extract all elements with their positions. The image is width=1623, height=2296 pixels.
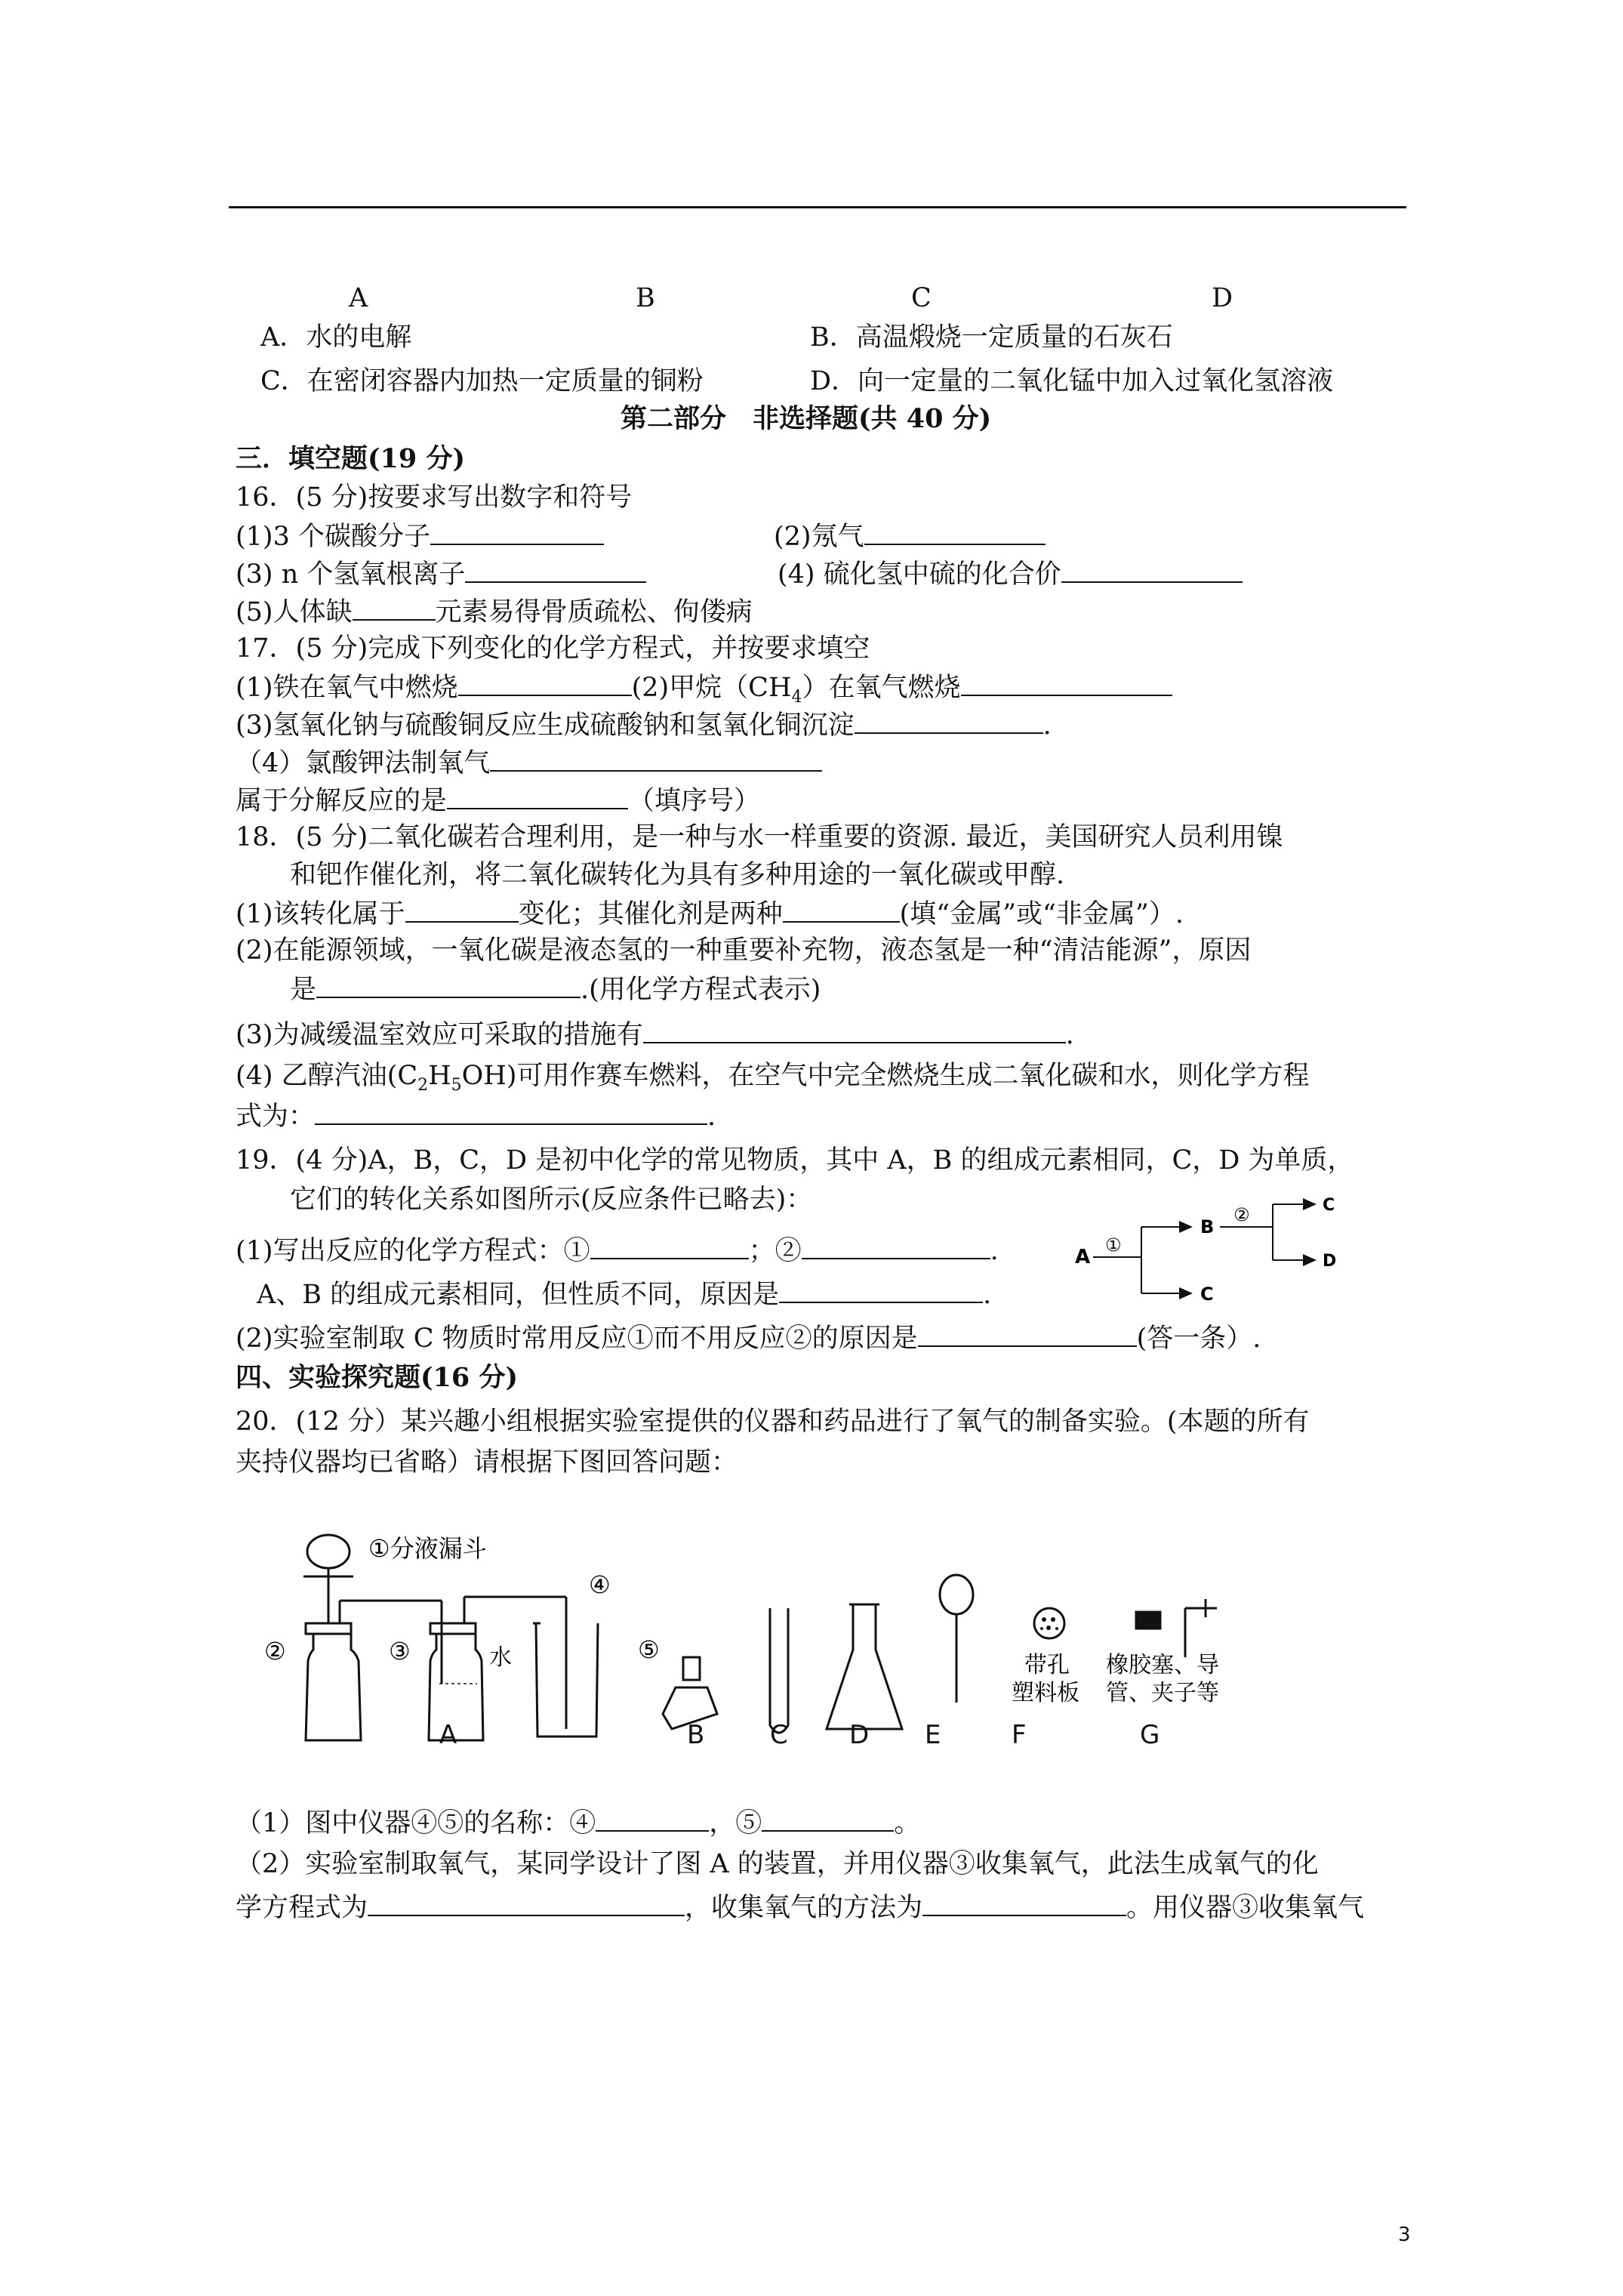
q20-p2b: 学方程式为 ，收集氧气的方法为 。用仪器③收集氧气 xyxy=(236,1888,1364,1927)
q18-p4: (4) 乙醇汽油$(C_2H_5OH)$可用作赛车燃料，在空气中完全燃烧生成二氧化碳和水，则化学方程 xyxy=(236,1061,1310,1095)
blank[interactable] xyxy=(315,1096,707,1125)
blank[interactable] xyxy=(802,1231,990,1259)
label-3: ③ xyxy=(389,1637,411,1666)
q19-p1: (1)写出反应的化学方程式：① ；② . xyxy=(236,1231,999,1270)
stopper-label-2: 管、夹子等 xyxy=(1106,1680,1219,1706)
q20-stem2: 夹持仪器均已省略）请根据下图回答问题： xyxy=(236,1447,738,1478)
q19-p1d: A、B 的组成元素相同，但性质不同，原因是 . xyxy=(257,1274,991,1314)
option-c: C．在密闭容器内加热一定质量的铜粉 xyxy=(260,366,704,396)
blank[interactable] xyxy=(465,554,646,583)
q18-p4c: 式为： . xyxy=(236,1096,716,1136)
q18-p3: (3)为减缓温室效应可采取的措施有 . xyxy=(236,1015,1074,1054)
stopper-label-1: 橡胶塞、导 xyxy=(1106,1652,1219,1678)
blank[interactable] xyxy=(490,743,822,772)
section4-title: 四、实验探究题(16 分) xyxy=(236,1362,519,1393)
fig-letter-g: G xyxy=(1140,1720,1160,1750)
fig-letter-f: F xyxy=(1012,1720,1027,1750)
q17-p5: 属于分解反应的是 （填序号） xyxy=(236,781,760,820)
blank[interactable] xyxy=(864,516,1046,545)
q16-p1: (1)3 个碳酸分子 xyxy=(236,516,604,556)
q16-p4: (4) 硫化氢中硫的化合价 xyxy=(778,554,1243,593)
blank[interactable] xyxy=(918,1318,1137,1347)
graph-letter-c: C xyxy=(911,283,932,313)
blank[interactable] xyxy=(961,667,1172,696)
blank[interactable] xyxy=(430,516,604,545)
plate-label-1: 带孔 xyxy=(1024,1652,1070,1678)
graph-letter-b: B xyxy=(636,283,655,313)
blank[interactable] xyxy=(405,894,519,923)
option-a: A．水的电解 xyxy=(260,322,412,353)
blank[interactable] xyxy=(1061,554,1243,583)
blank[interactable] xyxy=(643,1015,1066,1043)
q20-p1: （1）图中仪器④⑤的名称：④ ，⑤ 。 xyxy=(236,1803,920,1842)
blank[interactable] xyxy=(316,969,581,998)
q17-stem: 17．(5 分)完成下列变化的化学方程式，并按要求填空 xyxy=(236,633,870,664)
q16-stem: 16．(5 分)按要求写出数字和符号 xyxy=(236,482,633,513)
reaction-1-label: ① xyxy=(1105,1234,1122,1256)
label-5: ⑤ xyxy=(638,1635,660,1664)
node-b: B xyxy=(1200,1216,1215,1237)
q20-p2a: （2）实验室制取氧气，某同学设计了图 A 的装置，并用仪器③收集氧气，此法生成氧气的化 xyxy=(236,1849,1319,1879)
q18-p2a: (2)在能源领域，一氧化碳是液态氢的一种重要补充物，液态氢是一种“清洁能源”，原因 xyxy=(236,935,1252,966)
blank[interactable] xyxy=(762,1803,894,1832)
blank[interactable] xyxy=(596,1803,709,1832)
option-d: D．向一定量的二氧化锰中加入过氧化氢溶液 xyxy=(810,366,1334,396)
q17-p3: (3)氢氧化钠与硫酸铜反应生成硫酸钠和氢氧化铜沉淀 . xyxy=(236,705,1052,744)
q17-p1-p2: (1)铁在氧气中燃烧 (2)甲烷$(CH_4)$在氧气燃烧 xyxy=(236,667,1172,707)
reaction-2-label: ② xyxy=(1233,1204,1250,1225)
fig-letter-b: B xyxy=(687,1720,705,1750)
water-label: 水 xyxy=(489,1644,512,1671)
q19-stem1: 19．(4 分)A，B，C，D 是初中化学的常见物质，其中 A，B 的组成元素相同，C，D 为单质， xyxy=(236,1145,1354,1176)
blank[interactable] xyxy=(779,1274,983,1303)
q18-p1: (1)该转化属于 变化；其催化剂是两种 (填“金属”或“非金属”）. xyxy=(236,894,1184,933)
apparatus-figure xyxy=(264,1510,1246,1767)
label-2: ② xyxy=(264,1637,286,1666)
blank[interactable] xyxy=(590,1231,749,1259)
label-4: ④ xyxy=(589,1570,611,1599)
node-a: A xyxy=(1075,1246,1091,1268)
part2-title: 第二部分 非选择题(共 40 分) xyxy=(621,403,992,434)
q18-stem2: 和钯作催化剂，将二氧化碳转化为具有多种用途的一氧化碳或甲醇. xyxy=(290,860,1065,890)
fig-letter-a: A xyxy=(439,1720,457,1750)
q18-stem1: 18．(5 分)二氧化碳若合理利用，是一种与水一样重要的资源. 最近，美国研究人员利用镍 xyxy=(236,822,1283,852)
node-c-bottom: C xyxy=(1200,1284,1214,1305)
blank[interactable] xyxy=(447,781,628,809)
blank[interactable] xyxy=(783,894,900,923)
blank[interactable] xyxy=(922,1888,1126,1916)
fig-letter-e: E xyxy=(925,1720,941,1750)
q19-stem2: 它们的转化关系如图所示(反应条件已略去)： xyxy=(290,1185,813,1215)
section3-title: 三．填空题(19 分) xyxy=(236,443,466,474)
blank[interactable] xyxy=(855,705,1043,734)
q16-p3: (3) n 个氢氧根离子 xyxy=(236,554,646,593)
node-c-top: C xyxy=(1323,1197,1335,1215)
blank[interactable] xyxy=(458,667,632,696)
fig-letter-c: C xyxy=(770,1720,788,1750)
blank[interactable] xyxy=(353,592,436,621)
q19-p2: (2)实验室制取 C 物质时常用反应①而不用反应②的原因是 (答一条）. xyxy=(236,1318,1261,1358)
option-b: B．高温煅烧一定质量的石灰石 xyxy=(810,322,1173,353)
q18-p2b: 是 .(用化学方程式表示) xyxy=(290,969,821,1009)
top-rule xyxy=(229,206,1406,208)
node-d: D xyxy=(1323,1252,1337,1271)
q20-stem1: 20．(12 分）某兴趣小组根据实验室提供的仪器和药品进行了氧气的制备实验。(本题的所有 xyxy=(236,1407,1310,1437)
reaction-diagram xyxy=(1072,1197,1359,1314)
graph-letter-a: A xyxy=(349,283,368,313)
page-number: 3 xyxy=(1398,2224,1411,2246)
funnel-label: ①分液漏斗 xyxy=(368,1534,487,1563)
q16-p2: (2)氖气 xyxy=(774,516,1046,556)
fig-letter-d: D xyxy=(849,1720,870,1750)
graph-letter-d: D xyxy=(1212,283,1233,313)
q17-p4: （4）氯酸钾法制氧气 xyxy=(236,743,822,782)
plate-label-2: 塑料板 xyxy=(1012,1680,1079,1706)
blank[interactable] xyxy=(368,1888,685,1916)
q16-p5: (5)人体缺 元素易得骨质疏松、佝偻病 xyxy=(236,592,753,631)
